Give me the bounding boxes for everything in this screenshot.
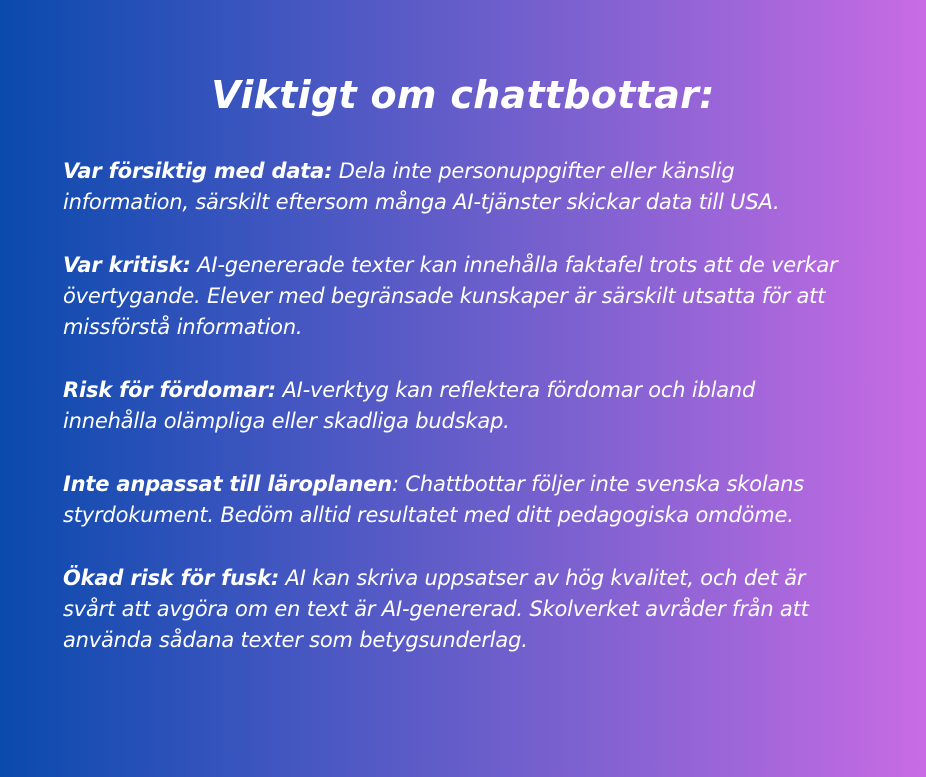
point-heading: Inte anpassat till läroplanen	[63, 472, 393, 496]
point-text: information, särskilt eftersom många AI-tjänster skickar data till USA.	[63, 190, 780, 214]
point-bias-risk	[63, 375, 908, 437]
point-text: Dela inte personuppgifter eller känslig	[332, 159, 735, 183]
point-text: använda sådana texter som betygsunderlag.	[63, 628, 528, 652]
point-text: : Chattbottar följer inte svenska skolans	[392, 472, 804, 496]
point-curriculum	[63, 469, 908, 531]
point-text: AI-genererade texter kan innehålla faktafel trots att de verkar	[190, 253, 838, 277]
point-data-caution	[63, 156, 908, 218]
point-heading: Var försiktig med data:	[63, 159, 333, 183]
point-text: AI-verktyg kan reflektera fördomar och ibland	[275, 378, 756, 402]
point-be-critical	[63, 250, 908, 343]
point-text: innehålla olämpliga eller skadliga budskap.	[63, 409, 510, 433]
point-text: AI kan skriva uppsatser av hög kvalitet, och det är	[279, 566, 806, 590]
point-text: styrdokument. Bedöm alltid resultatet med ditt pedagogiska omdöme.	[63, 503, 794, 527]
point-cheating-risk	[63, 563, 908, 656]
point-heading: Var kritisk:	[63, 253, 191, 277]
point-heading: Risk för fördomar:	[63, 378, 276, 402]
point-text: svårt att avgöra om en text är AI-genererad. Skolverket avråder från att	[63, 597, 809, 621]
point-text: övertygande. Elever med begränsade kunskaper är särskilt utsatta för att	[63, 284, 826, 308]
page-title: Viktigt om chattbottar:	[211, 73, 715, 117]
point-heading: Ökad risk för fusk:	[63, 566, 280, 590]
points-list	[63, 156, 908, 688]
point-text: missförstå information.	[63, 315, 303, 339]
